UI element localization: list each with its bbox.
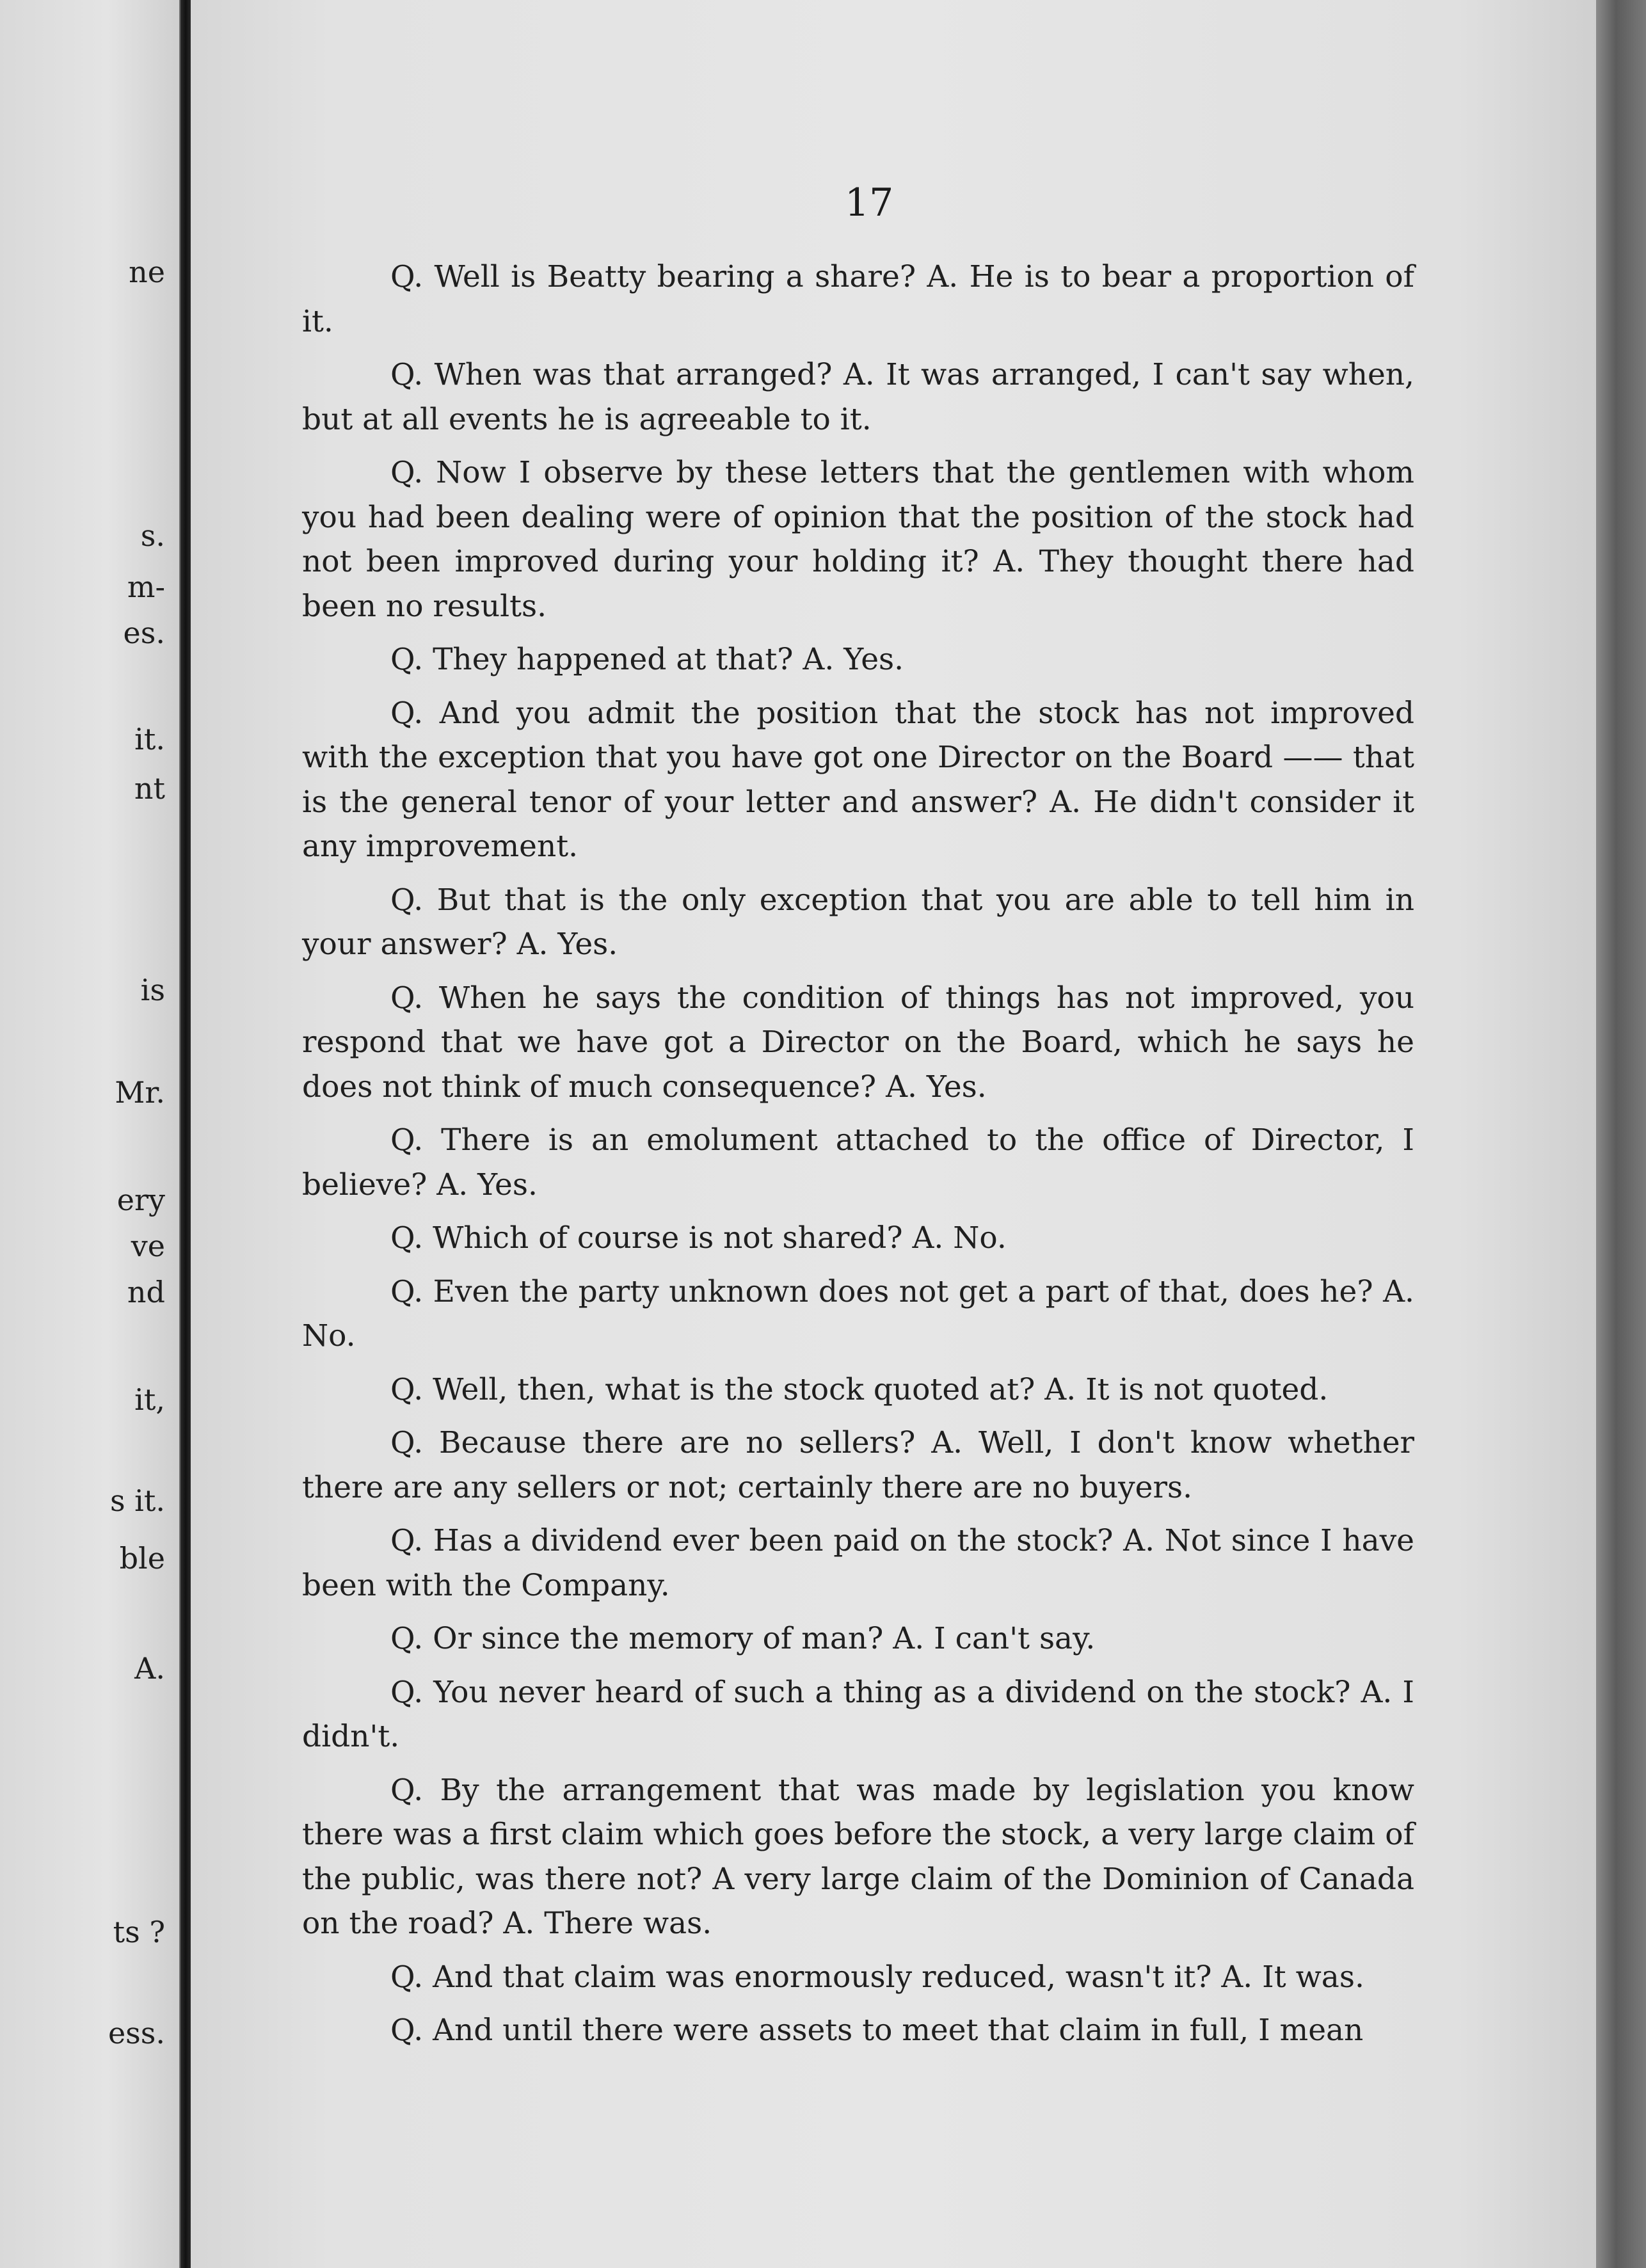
paragraph: Q. Well, then, what is the stock quoted at? A. It is not quoted.: [390, 1371, 1329, 1407]
facing-page-fragment: ess.: [108, 2016, 165, 2050]
paragraph: Q. Well is Beatty bearing a share? A. He is to bear a proportion of it.: [302, 259, 1414, 339]
paragraph: Q. When he says the condition of things has not improved, you respond that we have got a Director on the Board, which he says he does not think of much consequence? A. Yes.: [302, 980, 1414, 1105]
facing-page-fragment: A.: [134, 1651, 165, 1686]
facing-page-fragment: is: [140, 973, 165, 1007]
facing-page-fragment: m-: [127, 570, 165, 604]
facing-page-fragment: nt: [134, 771, 165, 806]
paragraph: Q. They happened at that? A. Yes.: [390, 642, 904, 677]
facing-page-fragment: ery: [116, 1183, 165, 1217]
facing-page-fragment: s it.: [109, 1483, 165, 1518]
page-body: [302, 255, 1414, 2062]
paragraph: Q. And until there were assets to meet that claim in full, I mean: [390, 2013, 1364, 2048]
facing-page-fragment: ts ?: [113, 1915, 165, 1949]
paragraph: Q. Now I observe by these letters that the gentlemen with whom you had been dealing were of opinion that the position of the stock had not been improved during your holding it? A. They thought there had been no results.: [302, 455, 1414, 624]
paragraph: Q. Because there are no sellers? A. Well, I don't know whether there are any sellers or not; certainly there are no buyers.: [302, 1425, 1414, 1505]
facing-page-fragment: it,: [134, 1382, 165, 1417]
paragraph: Q. When was that arranged? A. It was arranged, I can't say when, but at all events he is agreeable to it.: [302, 357, 1414, 437]
facing-page-fragment: Mr.: [115, 1075, 165, 1110]
page-edge: [1596, 0, 1646, 2268]
facing-page-fragment: it.: [134, 722, 165, 756]
facing-page-fragment: es.: [123, 616, 165, 650]
paragraph: Q. You never heard of such a thing as a dividend on the stock? A. I didn't.: [302, 1674, 1414, 1754]
facing-page-fragment: ne: [129, 255, 165, 289]
page-gutter: [180, 0, 191, 2268]
paragraph: Q. By the arrangement that was made by legislation you know there was a first claim which goes before the stock, a very large claim of the public, was there not? A very large claim of the Dominion of Canada on the road? A. There was.: [302, 1772, 1414, 1941]
paragraph: Q. Has a dividend ever been paid on the stock? A. Not since I have been with the Company.: [302, 1523, 1414, 1603]
paragraph: Q. Which of course is not shared? A. No.: [390, 1220, 1007, 1256]
paragraph: Q. Or since the memory of man? A. I can't say.: [390, 1621, 1096, 1656]
paragraph: Q. There is an emolument attached to the office of Director, I believe? A. Yes.: [302, 1122, 1414, 1202]
facing-page-fragment: ve: [131, 1229, 165, 1263]
facing-page-fragment: nd: [127, 1275, 165, 1309]
paragraph: Q. And you admit the position that the stock has not improved with the exception that you have got one Director on the Board —— that is the general tenor of your letter and answer? A. He didn't consider it any improvement.: [302, 695, 1414, 864]
page-number: 17: [845, 180, 894, 225]
paragraph: Q. But that is the only exception that you are able to tell him in your answer? A. Yes.: [302, 882, 1414, 962]
facing-page-fragment: s.: [140, 518, 165, 553]
facing-page-fragment: ble: [119, 1541, 165, 1576]
paragraph: Q. And that claim was enormously reduced, wasn't it? A. It was.: [390, 1959, 1364, 1995]
paragraph: Q. Even the party unknown does not get a part of that, does he? A. No.: [302, 1274, 1414, 1354]
facing-page: [0, 0, 179, 2268]
